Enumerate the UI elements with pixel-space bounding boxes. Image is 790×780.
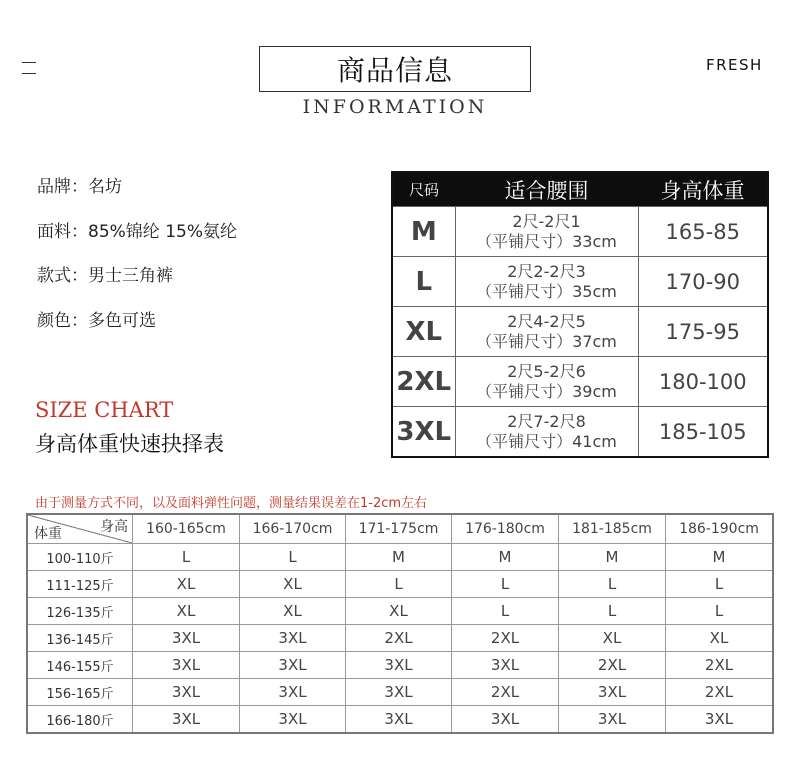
flat-size: （平铺尺寸）37cm [476,331,617,351]
recommended-size: XL [133,571,240,598]
size-label: XL [392,307,455,357]
title-box [259,46,531,92]
recommended-size: 3XL [240,679,346,706]
recommended-size: 3XL [133,706,240,734]
recommended-size: XL [559,625,666,652]
height-weight-value: 175-95 [638,307,768,357]
recommended-size: 3XL [133,679,240,706]
recommended-size: M [346,544,452,571]
size-row [392,307,768,357]
waist-value: 2尺-2尺1 [512,211,581,231]
recommended-size: 3XL [346,652,452,679]
recommended-size: 3XL [452,706,559,734]
weight-range: 166-180斤 [27,706,133,734]
recommended-size: XL [240,571,346,598]
weight-range: 146-155斤 [27,652,133,679]
waist-value: 2尺7-2尺8 [507,411,586,431]
size-label: M [392,207,455,257]
recommended-size: L [666,571,774,598]
recommended-size: XL [666,625,774,652]
weight-range: 136-145斤 [27,625,133,652]
recommended-size: L [346,571,452,598]
height-range-header: 176-180cm [452,514,559,544]
recommended-size: 3XL [240,625,346,652]
recommended-size: 3XL [559,679,666,706]
recommended-size: 2XL [666,679,774,706]
weight-row [27,706,773,734]
recommended-size: 3XL [346,679,452,706]
recommended-size: 3XL [240,706,346,734]
flat-size: （平铺尺寸）35cm [476,281,617,301]
size-chart-subtitle: 身高体重快速抉择表 [35,432,224,456]
measurement-note: 由于测量方式不同，以及面料弹性问题，测量结果误差在1-2cm左右 [35,496,428,511]
waist-range [455,207,638,257]
property-fabric: 面料：85%锦纶 15%氨纶 [37,221,237,242]
recommended-size: M [559,544,666,571]
recommended-size: L [133,544,240,571]
recommended-size: 3XL [666,706,774,734]
corner-weight-label: 体重 [34,526,62,542]
recommended-size: L [559,571,666,598]
property-value: 名坊 [88,177,122,197]
waist-value: 2尺4-2尺5 [507,311,586,331]
recommended-size: 2XL [346,625,452,652]
brand-tag: FRESH [706,56,763,74]
side-decoration-icon [22,62,36,84]
recommended-size: 2XL [666,652,774,679]
property-label: 面料 [37,221,71,242]
corner-cell [27,514,133,544]
waist-value: 2尺2-2尺3 [507,261,586,281]
height-range-header: 160-165cm [133,514,240,544]
recommended-size: 2XL [559,652,666,679]
waist-range [455,407,638,458]
size-table-header [392,172,768,207]
size-row [392,407,768,458]
property-label: 款式 [37,266,71,286]
size-chart-title: SIZE CHART [35,398,174,422]
flat-size: （平铺尺寸）41cm [476,431,617,451]
recommended-size: 3XL [452,652,559,679]
page-title: 商品信息 [336,54,453,87]
weight-range: 126-135斤 [27,598,133,625]
waist-range [455,357,638,407]
height-weight-value: 165-85 [638,207,768,257]
weight-row [27,544,773,571]
recommended-size: M [452,544,559,571]
waist-range [455,257,638,307]
recommended-size: XL [346,598,452,625]
size-label: 2XL [392,357,455,407]
height-weight-table [26,513,774,734]
weight-range: 156-165斤 [27,679,133,706]
property-color: 颜色：多色可选 [37,310,156,331]
size-row [392,207,768,257]
recommended-size: 3XL [346,706,452,734]
recommended-size: 3XL [559,706,666,734]
recommended-size: 3XL [133,625,240,652]
flat-size: （平铺尺寸）39cm [476,381,617,401]
header-size: 尺码 [392,172,455,207]
height-range-header: 166-170cm [240,514,346,544]
header-height-weight: 身高体重 [638,172,768,207]
height-range-header: 186-190cm [666,514,774,544]
recommended-size: 2XL [452,625,559,652]
property-brand: 品牌：名坊 [37,177,122,197]
recommended-size: L [559,598,666,625]
property-label: 品牌 [37,177,71,197]
property-style: 款式：男士三角裤 [37,266,173,286]
waist-value: 2尺5-2尺6 [507,361,586,381]
height-weight-value: 185-105 [638,407,768,458]
recommended-size: L [240,544,346,571]
recommended-size: 3XL [240,652,346,679]
page-subtitle: INFORMATION [302,96,488,118]
weight-range: 111-125斤 [27,571,133,598]
recommended-size: M [666,544,774,571]
property-label: 颜色 [37,310,71,331]
weight-row [27,652,773,679]
header-waist: 适合腰围 [455,172,638,207]
product-properties [37,173,237,351]
recommended-size: XL [133,598,240,625]
size-label: 3XL [392,407,455,458]
height-weight-value: 170-90 [638,257,768,307]
height-header-row [27,514,773,544]
size-row [392,357,768,407]
size-row [392,257,768,307]
weight-range: 100-110斤 [27,544,133,571]
height-range-header: 171-175cm [346,514,452,544]
recommended-size: XL [240,598,346,625]
property-value: 男士三角裤 [88,266,173,286]
size-label: L [392,257,455,307]
weight-row [27,598,773,625]
flat-size: （平铺尺寸）33cm [476,231,617,251]
property-value: 多色可选 [88,310,156,331]
recommended-size: L [452,571,559,598]
corner-height-label: 身高 [100,519,128,535]
height-weight-value: 180-100 [638,357,768,407]
size-table [391,171,769,458]
waist-range [455,307,638,357]
recommended-size: 3XL [133,652,240,679]
height-range-header: 181-185cm [559,514,666,544]
weight-row [27,571,773,598]
recommended-size: L [452,598,559,625]
recommended-size: L [666,598,774,625]
recommended-size: 2XL [452,679,559,706]
property-value: 85%锦纶 15%氨纶 [88,221,237,242]
weight-row [27,625,773,652]
weight-row [27,679,773,706]
